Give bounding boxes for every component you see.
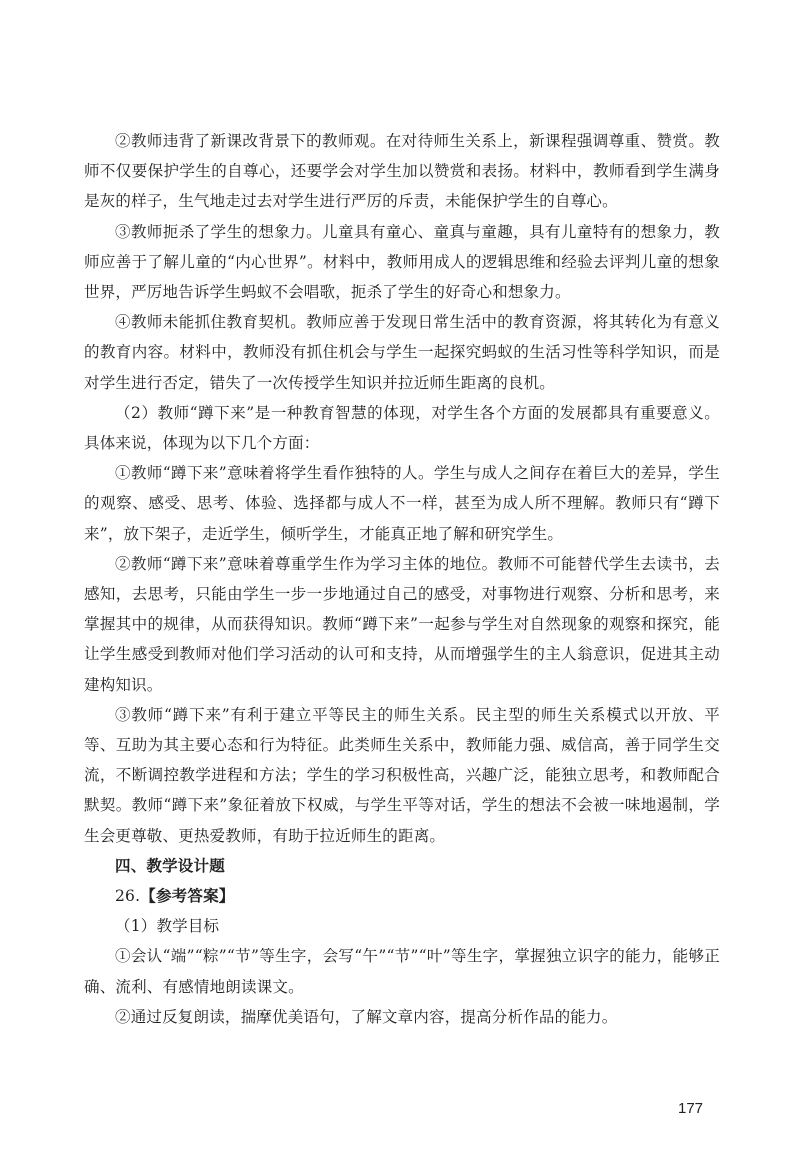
paragraph-teacher-view: ②教师违背了新课改背景下的教师观。在对待师生关系上，新课程强调尊重、赞赏。教师不仅要保护学生的自尊心，还要学会对学生加以赞赏和表扬。材料中，教师看到学生满身是灰的样子，生气地走过去对学生进行严厉的斥责，未能保护学生的自尊心。	[84, 132, 720, 211]
answer-title	[84, 881, 720, 911]
paragraph-education-opportunity: ④教师未能抓住教育契机。教师应善于发现日常生活中的教育资源，将其转化为有意义的教育内容。材料中，教师没有抓住机会与学生一起探究蚂蚁的生活习性等科学知识，而是对学生进行否定，错失了一次传授学生知识并拉近师生距离的良机。	[84, 313, 720, 392]
paragraph-imagination: ③教师扼杀了学生的想象力。儿童具有童心、童真与童趣，具有儿童特有的想象力，教师应善于了解儿童的“内心世界”。材料中，教师用成人的逻辑思维和经验去评判儿童的想象世界，严厉地告诉学生蚂蚁不会唱歌，扼杀了学生的好奇心和想象力。	[84, 222, 720, 302]
paragraph-squat-down-intro: （2）教师“蹲下来”是一种教育智慧的体现，对学生各个方面的发展都具有重要意义。具体来说，体现为以下几个方面：	[84, 403, 720, 453]
answer-label: 【参考答案】	[140, 887, 235, 906]
answer-number: 26.	[115, 887, 141, 906]
paragraph-unique-person: ①教师“蹲下来”意味着将学生看作独特的人。学生与成人之间存在着巨大的差异，学生的观察、感受、思考、体验、选择都与成人不一样，甚至为成人所不理解。教师只有“蹲下来”，放下架子，走近学生，倾听学生，才能真正地了解和研究学生。	[84, 464, 720, 543]
subheading-teaching-objectives: （1）教学目标	[115, 917, 220, 936]
objective-item: ①会认“端”“粽”“节”等生字，会写“午”“节”“叶”等生字，掌握独立识字的能力，能够正确、流利、有感情地朗读课文。	[84, 947, 720, 996]
page-content	[84, 126, 720, 1032]
section-heading: 四、教学设计题	[115, 856, 225, 875]
paragraph-learning-subject: ②教师“蹲下来”意味着尊重学生作为学习主体的地位。教师不可能替代学生去读书，去感知，去思考，只能由学生一步一步地通过自己的感受，对事物进行观察、分析和思考，来掌握其中的规律，从而获得知识。教师“蹲下来”一起参与学生对自然现象的观察和探究，能让学生感受到教师对他们学习活动的认可和支持，从而增强学生的主人翁意识，促进其主动建构知识。	[84, 554, 720, 694]
page-number: 177	[678, 1100, 704, 1117]
objective-item: ②通过反复朗读，揣摩优美语句，了解文章内容，提高分析作品的能力。	[115, 1007, 618, 1026]
paragraph-democratic-relationship: ③教师“蹲下来”有利于建立平等民主的师生关系。民主型的师生关系模式以开放、平等、互助为其主要心态和行为特征。此类师生关系中，教师能力强、威信高，善于同学生交流，不断调控教学进程和方法；学生的学习积极性高，兴趣广泛，能独立思考，和教师配合默契。教师“蹲下来”象征着放下权威，与学生平等对话，学生的想法不会被一味地遏制，学生会更尊敬、更热爱教师，有助于拉近师生的距离。	[84, 705, 720, 845]
